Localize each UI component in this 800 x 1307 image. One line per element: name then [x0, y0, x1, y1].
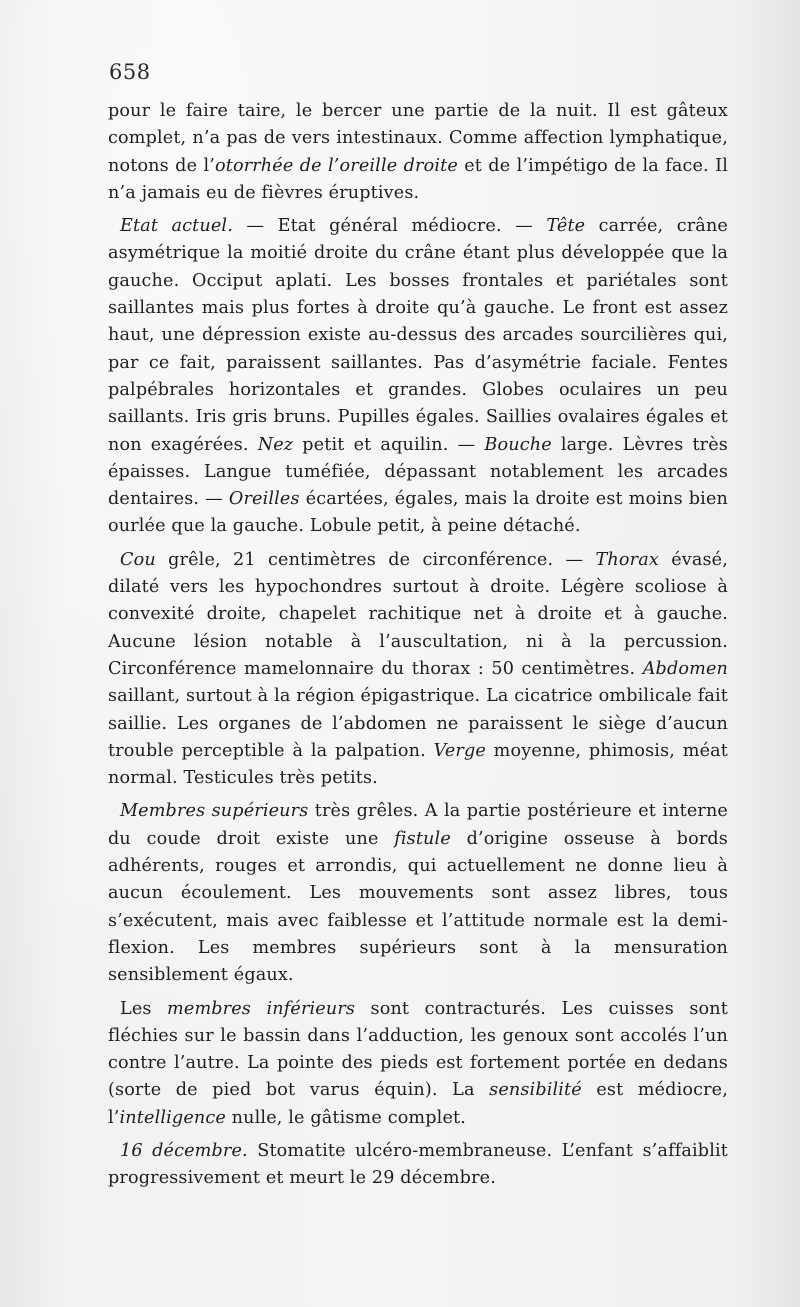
- page-number: 658: [109, 60, 151, 84]
- paragraph-membres-superieurs: [108, 798, 728, 989]
- paragraph-etat-actuel: [108, 213, 728, 541]
- text-run: carrée, crâne asymétrique la moitié droite du crâne étant plus développée que la gauche. Occiput aplati. Les bosses frontales et pariétales sont saillantes mais plus fortes à droite qu’à gauche. Le front est assez haut, une dépression existe au-dessus des arcades sourcilières qui, par ce fait, paraissent saillantes. Pas d’asymétrie faciale. Fentes palpébrales horizontales et grandes. Globes oculaires un peu saillants. Iris gris bruns. Pupilles égales. Saillies ovalaires égales et non exagérées.: [108, 216, 728, 455]
- text-run: et de l’impétigo de la face. Il n’a jamais eu de fièvres éruptives.: [108, 155, 728, 203]
- paragraph-membres-inferieurs: [108, 996, 728, 1132]
- italic-term: Thorax: [595, 549, 659, 570]
- text-run: nulle, le gâtisme complet.: [225, 1107, 466, 1128]
- italic-term: membres inférieurs: [167, 998, 356, 1019]
- italic-term: sensibilité: [489, 1080, 582, 1101]
- italic-term: Bouche: [484, 434, 552, 455]
- italic-term: Nez: [257, 434, 294, 455]
- text-run: saillant, surtout à la région épigastrique. La cicatrice ombilicale fait saillie. Les organes de l’abdomen ne paraissent le siège d’aucun trouble perceptible à la palpation.: [108, 686, 728, 761]
- italic-term: fistule: [394, 828, 451, 849]
- text-run: — Etat général médiocre. —: [232, 216, 547, 237]
- italic-term: Cou: [120, 549, 156, 570]
- text-run: Les: [120, 998, 168, 1019]
- italic-term: Membres supérieurs: [120, 801, 309, 822]
- text-run: Stomatite ulcéro-membraneuse. L’enfant s’affaiblit progressivement et meurt le 29 décembre.: [108, 1140, 728, 1189]
- paragraph-cou-thorax: [108, 547, 728, 793]
- italic-term: Verge: [433, 740, 486, 761]
- paragraph-16-decembre: [108, 1138, 728, 1193]
- text-run: est médiocre, l’: [108, 1080, 728, 1128]
- italic-term: 16 décembre.: [120, 1140, 248, 1161]
- text-run: large. Lèvres très épaisses. Langue tuméfiée, dépassant notablement les arcades dentaires. —: [108, 434, 728, 510]
- italic-term: intelligence: [119, 1107, 226, 1128]
- italic-term: otorrhée de l’oreille droite: [214, 155, 458, 176]
- text-run: grêle, 21 centimètres de circonférence. —: [155, 549, 596, 570]
- italic-term: Etat actuel.: [120, 216, 233, 237]
- text-run: très grêles. A la partie postérieure et interne du coude droit existe une: [108, 801, 728, 849]
- italic-term: Abdomen: [642, 658, 728, 679]
- italic-term: Tête: [546, 216, 586, 237]
- paragraph-continuation: [108, 98, 728, 207]
- text-run: pour le faire taire, le bercer une partie de la nuit. Il est gâteux complet, n’a pas de vers intestinaux. Comme affection lymphatique, notons de l’: [108, 101, 728, 176]
- text-run: d’origine osseuse à bords adhérents, rouges et arrondis, qui actuellement ne donne lieu à aucun écoulement. Les mouvements sont assez libres, tous s’exécutent, mais avec faiblesse et l’attitude normale est la demi-flexion. Les membres supérieurs sont à la mensuration sensiblement égaux.: [108, 828, 728, 986]
- italic-term: Oreilles: [228, 489, 300, 510]
- text-run: évasé, dilaté vers les hypochondres surtout à droite. Légère scoliose à convexité droite, chapelet rachitique net à droite et à gauche. Aucune lésion notable à l’auscultation, ni à la percussion. Circonférence mamelonnaire du thorax : 50 centimètres.: [108, 549, 728, 679]
- text-run: sont contracturés. Les cuisses sont fléchies sur le bassin dans l’adduction, les genoux sont accolés l’un contre l’autre. La pointe des pieds est fortement portée en dedans (sorte de pied bot varus équin). La: [108, 998, 728, 1101]
- body-text: [108, 98, 728, 1199]
- text-run: petit et aquilin. —: [293, 434, 485, 455]
- text-run: écartées, égales, mais la droite est moins bien ourlée que la gauche. Lobule petit, à peine détaché.: [108, 489, 728, 537]
- text-run: moyenne, phimosis, méat normal. Testicules très petits.: [108, 740, 728, 789]
